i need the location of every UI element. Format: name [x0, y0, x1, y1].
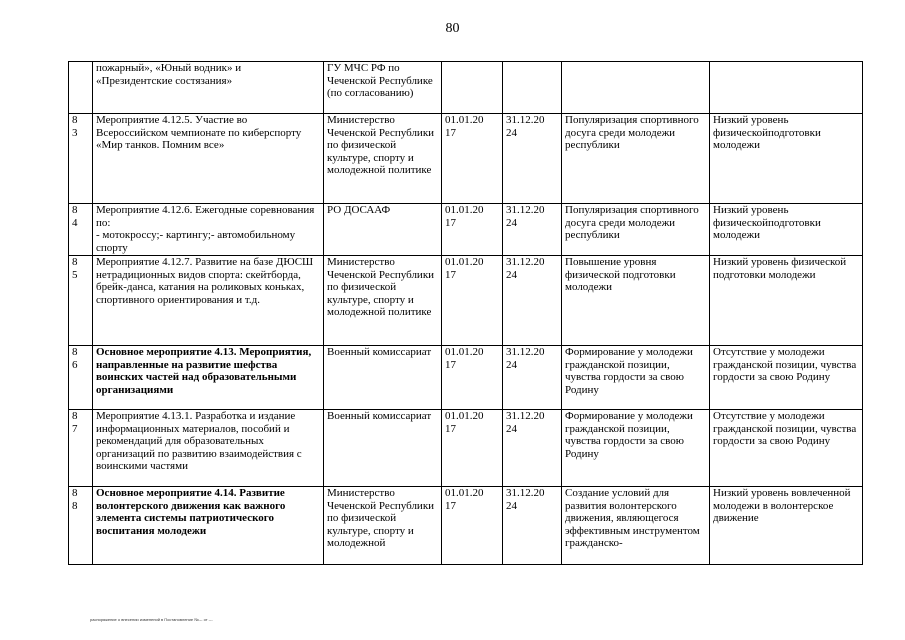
end-date: 31.12.20 24 — [503, 204, 562, 256]
non-implementation-consequence: Низкий уровень вовлеченной молодежи в волонтерское движение — [710, 487, 863, 565]
table-row — [69, 114, 863, 204]
activity-name: Основное мероприятие 4.14. Развитие волонтерского движения как важного элемента системы патриотического воспитания молодежи — [93, 487, 324, 565]
row-number: 8 6 — [69, 346, 93, 410]
non-implementation-consequence: Отсутствие у молодежи гражданской позиции, чувства гордости за свою Родину — [710, 410, 863, 487]
non-implementation-consequence — [710, 62, 863, 114]
table-row — [69, 346, 863, 410]
table-row — [69, 256, 863, 346]
end-date: 31.12.20 24 — [503, 256, 562, 346]
start-date — [442, 62, 503, 114]
end-date: 31.12.20 24 — [503, 114, 562, 204]
row-number: 8 5 — [69, 256, 93, 346]
expected-result: Формирование у молодежи гражданской позиции, чувства гордости за свою Родину — [562, 346, 710, 410]
executor: Министерство Чеченской Республики по физической культуре, спорту и молодежной политике — [324, 114, 442, 204]
page-number: 80 — [445, 21, 460, 36]
start-date: 01.01.20 17 — [442, 256, 503, 346]
row-number — [69, 62, 93, 114]
table-row — [69, 62, 863, 114]
executor: Министерство Чеченской Республики по физической культуре, спорту и молодежной — [324, 487, 442, 565]
table-row — [69, 204, 863, 256]
non-implementation-consequence: Низкий уровень физическойподготовки молодежи — [710, 114, 863, 204]
executor: Министерство Чеченской Республики по физической культуре, спорту и молодежной политике — [324, 256, 442, 346]
non-implementation-consequence: Низкий уровень физической подготовки молодежи — [710, 256, 863, 346]
executor: ГУ МЧС РФ по Чеченской Республике (по согласованию) — [324, 62, 442, 114]
expected-result: Популяризация спортивного досуга среди молодежи республики — [562, 114, 710, 204]
executor: Военный комиссариат — [324, 346, 442, 410]
activity-name: пожарный», «Юный водник» и «Президентские состязания» — [93, 62, 324, 114]
row-number: 8 3 — [69, 114, 93, 204]
row-number: 8 7 — [69, 410, 93, 487]
start-date: 01.01.20 17 — [442, 114, 503, 204]
expected-result: Популяризация спортивного досуга среди молодежи республики — [562, 204, 710, 256]
end-date: 31.12.20 24 — [503, 346, 562, 410]
row-number: 8 8 — [69, 487, 93, 565]
expected-result: Формирование у молодежи гражданской позиции, чувства гордости за свою Родину — [562, 410, 710, 487]
start-date: 01.01.20 17 — [442, 487, 503, 565]
activity-name: Мероприятие 4.13.1. Разработка и издание информационных материалов, пособий и рекомендаций для образовательных организаций по развитию взаимодействия с воинскими частями — [93, 410, 324, 487]
non-implementation-consequence: Отсутствие у молодежи гражданской позиции, чувства гордости за свою Родину — [710, 346, 863, 410]
footer-file-path: распоряжение о внесении изменений в Постановление №--- от --- — [90, 617, 213, 622]
table-row — [69, 487, 863, 565]
end-date: 31.12.20 24 — [503, 487, 562, 565]
activity-name: Основное мероприятие 4.13. Мероприятия, направленные на развитие шефства воинских частей над образовательными организациями — [93, 346, 324, 410]
non-implementation-consequence: Низкий уровень физическойподготовки молодежи — [710, 204, 863, 256]
end-date: 31.12.20 24 — [503, 410, 562, 487]
start-date: 01.01.20 17 — [442, 346, 503, 410]
expected-result: Повышение уровня физической подготовки молодежи — [562, 256, 710, 346]
activity-name: Мероприятие 4.12.6. Ежегодные соревнования по: - мотокроссу;- картингу;- автомобильному спорту — [93, 204, 324, 256]
executor: РО ДОСААФ — [324, 204, 442, 256]
end-date — [503, 62, 562, 114]
expected-result: Создание условий для развития волонтерского движения, являющегося эффективным инструментом гражданско- — [562, 487, 710, 565]
row-number: 8 4 — [69, 204, 93, 256]
expected-result — [562, 62, 710, 114]
executor: Военный комиссариат — [324, 410, 442, 487]
start-date: 01.01.20 17 — [442, 410, 503, 487]
program-activities-table — [68, 61, 863, 565]
activity-name: Мероприятие 4.12.7. Развитие на базе ДЮСШ нетрадиционных видов спорта: скейтборда, брейк-данса, катания на роликовых коньках, спортивного ориентирования и т.д. — [93, 256, 324, 346]
table-row — [69, 410, 863, 487]
activity-name: Мероприятие 4.12.5. Участие во Всероссийском чемпионате по киберспорту «Мир танков. Помним все» — [93, 114, 324, 204]
start-date: 01.01.20 17 — [442, 204, 503, 256]
